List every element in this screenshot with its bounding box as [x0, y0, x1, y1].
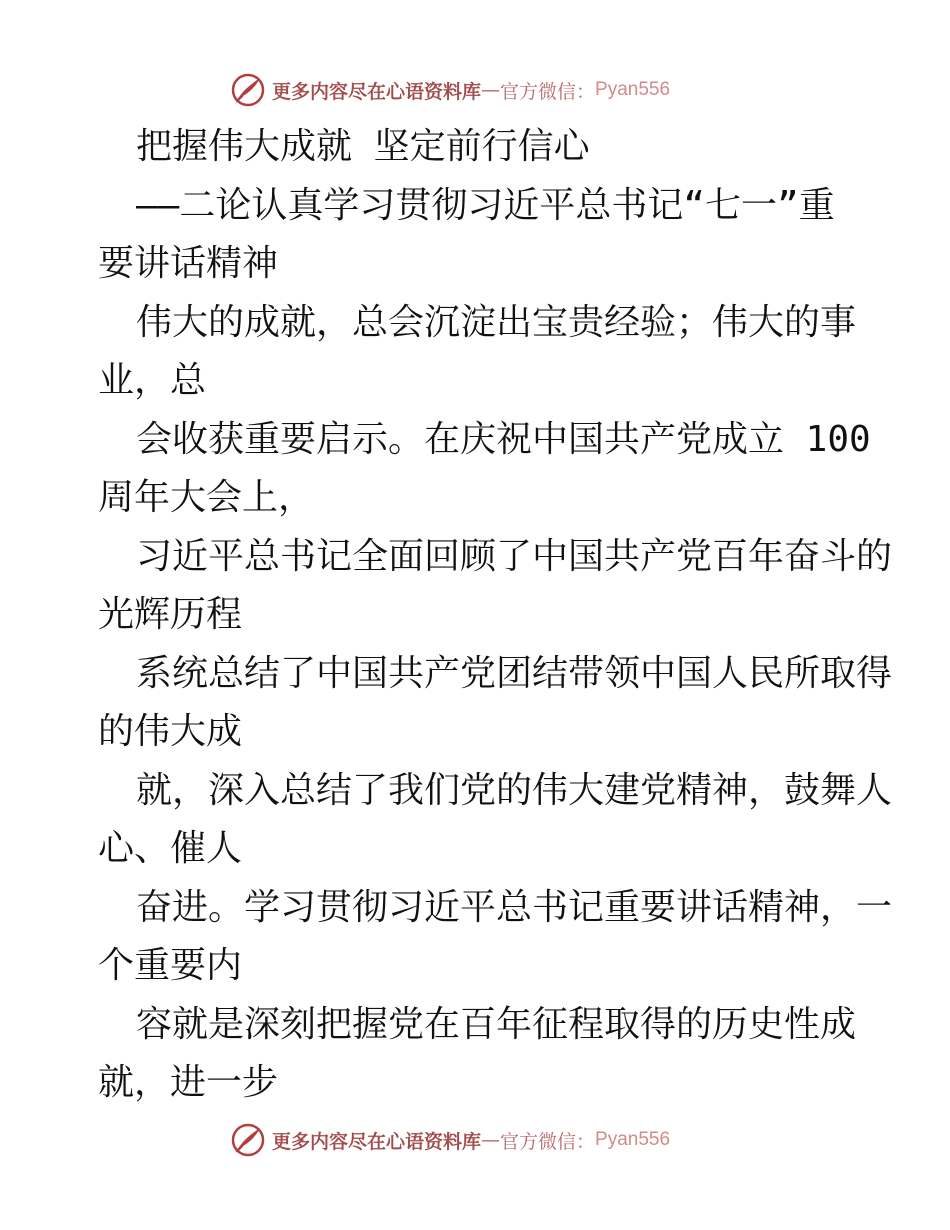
document-body	[98, 118, 893, 1113]
quill-logo-icon	[230, 72, 266, 108]
paragraph-line: 习近平总书记全面回顾了中国共产党百年奋斗的	[136, 535, 893, 577]
paragraph-line: 的伟大成	[98, 711, 243, 752]
paragraph-line: 个重要内	[98, 945, 243, 986]
document-subtitle: ——二论认真学习贯彻习近平总书记“七一”重	[136, 184, 835, 226]
paragraph-line: 就，深入总结了我们党的伟大建党精神，鼓舞人	[136, 769, 893, 811]
watermark-contact-label: 官方微信：	[500, 1130, 596, 1153]
watermark-separator: —	[481, 79, 501, 101]
watermark-contact-label: 官方微信：	[500, 80, 596, 103]
paragraph-line: 光辉历程	[98, 594, 243, 635]
paragraph-line: 周年大会上，	[98, 477, 315, 518]
paragraph-line: 容就是深刻把握党在百年征程取得的历史性成	[136, 1003, 857, 1045]
watermark-contact-id: Pyan556	[595, 79, 671, 100]
paragraph-line: 心、催人	[98, 828, 243, 869]
watermark-contact-id: Pyan556	[595, 1129, 671, 1150]
watermark-separator: —	[481, 1129, 501, 1151]
watermark-banner-bottom	[230, 1120, 710, 1160]
watermark-text: 更多内容尽在心语资料库	[272, 1130, 482, 1153]
paragraph-line: 奋进。学习贯彻习近平总书记重要讲话精神，一	[136, 886, 893, 928]
paragraph-line: 系统总结了中国共产党团结带领中国人民所取得	[136, 652, 893, 694]
paragraph-line: 业，总	[98, 360, 207, 401]
watermark-text: 更多内容尽在心语资料库	[272, 80, 482, 103]
paragraph-line: 伟大的成就，总会沉淀出宝贵经验；伟大的事	[136, 301, 857, 343]
document-title: 把握伟大成就 坚定前行信心	[136, 126, 590, 167]
document-subtitle-cont: 要讲话精神	[98, 243, 279, 284]
paragraph-line: 就，进一步	[98, 1062, 279, 1103]
quill-logo-icon	[230, 1122, 266, 1158]
paragraph-line: 会收获重要启示。在庆祝中国共产党成立 100	[136, 418, 871, 460]
watermark-banner-top	[230, 70, 710, 110]
